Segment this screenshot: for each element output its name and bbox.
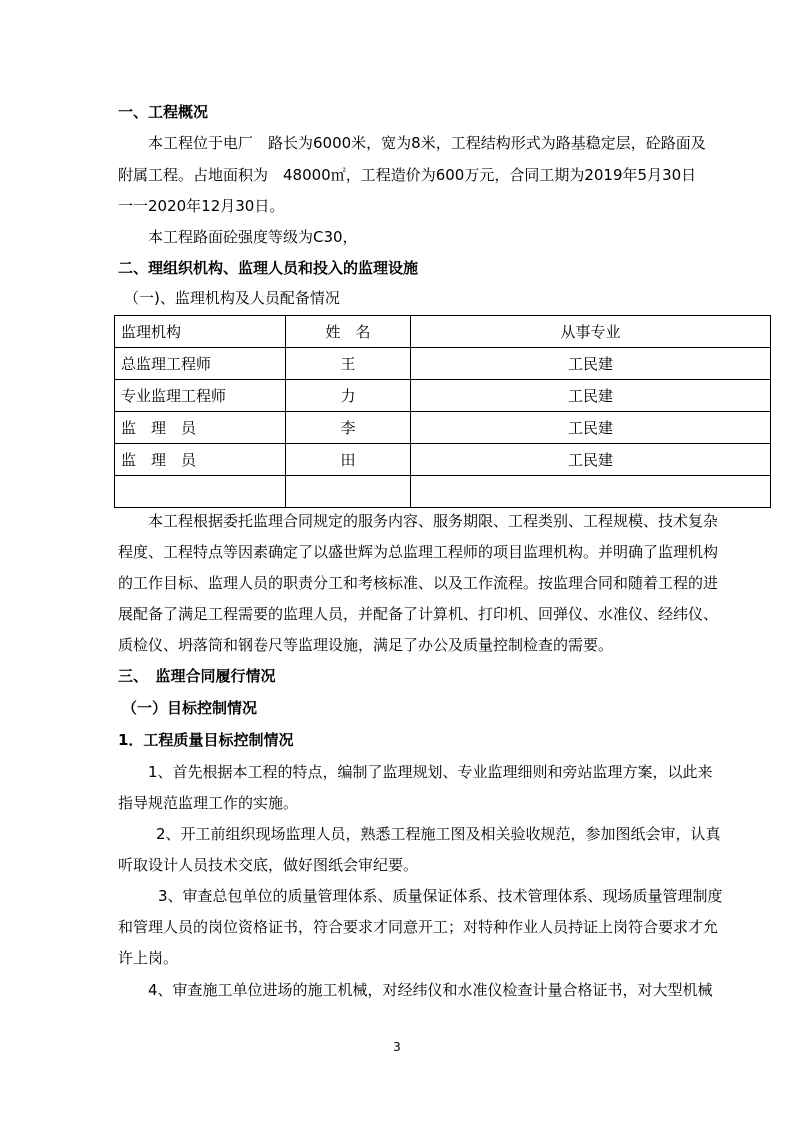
paragraph-line: 和管理人员的岗位资格证书，符合要求才同意开工；对特种作业人员持证上岗符合要求才允 bbox=[118, 918, 719, 936]
table-cell-empty bbox=[115, 476, 286, 508]
paragraph-line: 本工程路面砼强度等级为C30， bbox=[148, 228, 358, 246]
staff-table bbox=[114, 315, 771, 508]
paragraph-line: 指导规范监理工作的实施。 bbox=[118, 794, 299, 812]
subsection-title: 1．工程质量目标控制情况 bbox=[118, 731, 294, 749]
table-cell: 力 bbox=[286, 380, 411, 412]
paragraph-line: 2、开工前组织现场监理人员，熟悉工程施工图及相关验收规范，参加图纸会审，认真 bbox=[156, 825, 721, 843]
table-cell: 总监理工程师 bbox=[115, 348, 286, 380]
table-row-empty bbox=[115, 476, 771, 508]
table-header-cell: 监理机构 bbox=[115, 316, 286, 348]
table-cell: 监 理 员 bbox=[115, 412, 286, 444]
paragraph-line: 质检仪、坍落筒和钢卷尺等监理设施，满足了办公及质量控制检查的需要。 bbox=[118, 636, 614, 654]
section-2-title: 二、理组织机构、监理人员和投入的监理设施 bbox=[118, 259, 419, 277]
table-cell: 田 bbox=[286, 444, 411, 476]
paragraph-line: 的工作目标、监理人员的职责分工和考核标准、以及工作流程。按监理合同和随着工程的进 bbox=[118, 574, 719, 592]
table-header-cell: 从事专业 bbox=[411, 316, 771, 348]
table-row bbox=[115, 348, 771, 380]
subsection-title: （一）目标控制情况 bbox=[122, 699, 258, 717]
paragraph-line: 展配备了满足工程需要的监理人员，并配备了计算机、打印机、回弹仪、水准仪、经纬仪、 bbox=[118, 605, 719, 623]
paragraph-line: 一一2020年12月30日。 bbox=[118, 197, 285, 215]
table-header-cell: 姓 名 bbox=[286, 316, 411, 348]
section-3-title: 三、 监理合同履行情况 bbox=[118, 667, 276, 685]
paragraph-line: 听取设计人员技术交底，做好图纸会审纪要。 bbox=[118, 856, 419, 874]
section-1-title: 一、工程概况 bbox=[118, 103, 209, 121]
table-cell: 监 理 员 bbox=[115, 444, 286, 476]
paragraph-line: 本工程根据委托监理合同规定的服务内容、服务期限、工程类别、工程规模、技术复杂 bbox=[148, 512, 719, 530]
table-row bbox=[115, 444, 771, 476]
table-cell-empty bbox=[411, 476, 771, 508]
table-cell-empty bbox=[286, 476, 411, 508]
table-row bbox=[115, 412, 771, 444]
table-cell: 工民建 bbox=[411, 444, 771, 476]
table-cell: 李 bbox=[286, 412, 411, 444]
table-cell: 工民建 bbox=[411, 380, 771, 412]
table-header-row bbox=[115, 316, 771, 348]
paragraph-line: 许上岗。 bbox=[118, 949, 179, 967]
table-cell: 专业监理工程师 bbox=[115, 380, 286, 412]
paragraph-line: 3、审查总包单位的质量管理体系、质量保证体系、技术管理体系、现场质量管理制度 bbox=[158, 887, 723, 905]
paragraph-line: 4、审查施工单位进场的施工机械，对经纬仪和水准仪检查计量合格证书，对大型机械 bbox=[148, 981, 713, 999]
table-row bbox=[115, 380, 771, 412]
page-number: 3 bbox=[393, 1040, 401, 1054]
table-cell: 工民建 bbox=[411, 348, 771, 380]
paragraph-line: 本工程位于电厂 路长为6000米，宽为8米，工程结构形式为路基稳定层，砼路面及 bbox=[148, 134, 706, 152]
paragraph-line: 1、首先根据本工程的特点，编制了监理规划、专业监理细则和旁站监理方案，以此来 bbox=[148, 763, 713, 781]
subsection-title: （一)、监理机构及人员配备情况 bbox=[124, 289, 340, 307]
table-cell: 王 bbox=[286, 348, 411, 380]
table-cell: 工民建 bbox=[411, 412, 771, 444]
paragraph-line: 附属工程。占地面积为 48000㎡，工程造价为600万元，合同工期为2019年5月30日 bbox=[118, 166, 697, 184]
paragraph-line: 程度、工程特点等因素确定了以盛世辉为总监理工程师的项目监理机构。并明确了监理机构 bbox=[118, 543, 719, 561]
